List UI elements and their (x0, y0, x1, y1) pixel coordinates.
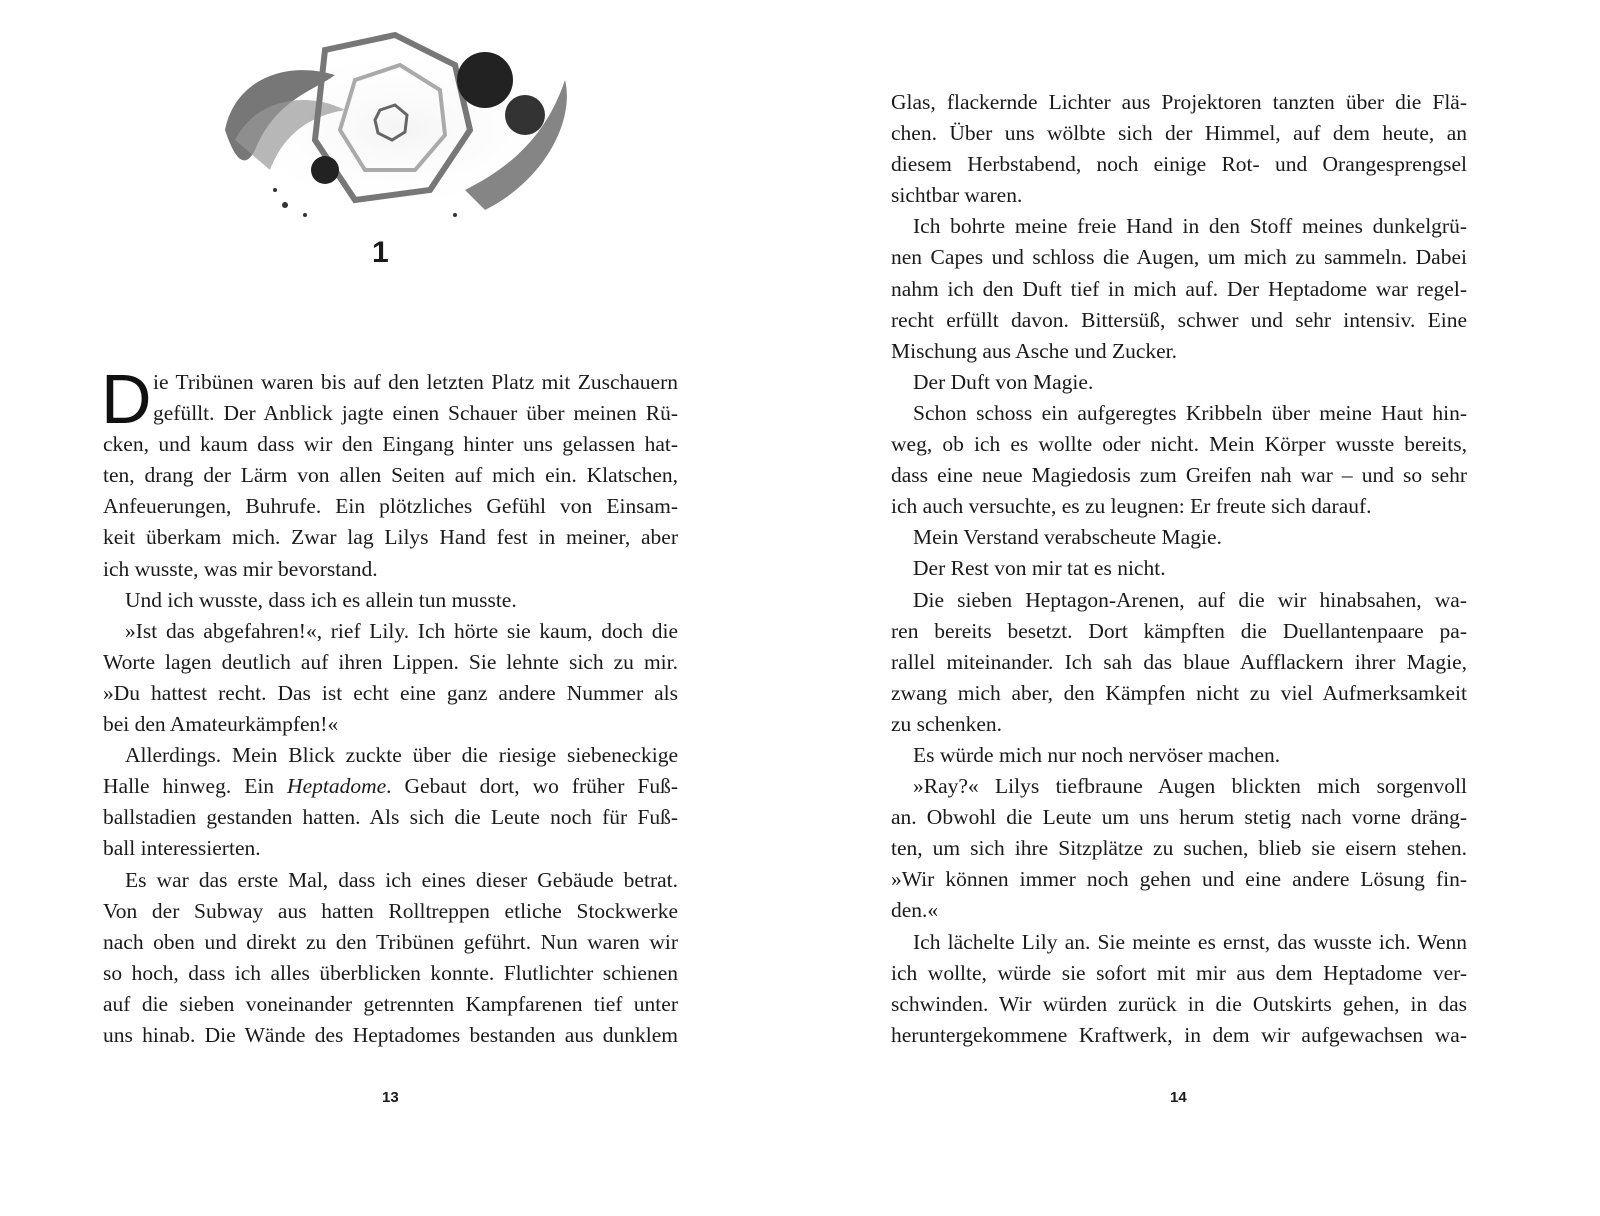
chapter-number: 1 (372, 236, 389, 269)
text-line: Der Duft von Magie. (913, 369, 1094, 394)
text-line: ich wollte, würde sie sofort mit mir aus dem Heptadome ver- (891, 960, 1467, 985)
text-line: ten, um sich ihre Sitzplätze zu suchen, blieb sie eisern stehen. (891, 836, 1467, 861)
text-line: nach oben und direkt zu den Tribünen geführt. Nun waren wir (103, 929, 678, 954)
drop-cap: D (101, 360, 152, 438)
text-line: recht erfüllt davon. Bittersüß, schwer und sehr intensiv. Eine (891, 307, 1467, 332)
text-line: ich wusste, was mir bevorstand. (103, 556, 378, 581)
left-page (0, 0, 790, 1216)
text-line: Von der Subway aus hatten Rolltreppen etliche Stockwerke (103, 898, 678, 923)
text-line: auf die sieben voneinander getrennten Kampfarenen tief unter (103, 991, 678, 1016)
right-page-body-text (891, 87, 1467, 1051)
text-line: nen Capes und schloss die Augen, um mich zu sammeln. Dabei (891, 245, 1467, 270)
text-line: ball interessierten. (103, 836, 261, 861)
text-line: nahm ich den Duft tief in mich auf. Der Heptadome war regel- (891, 276, 1467, 301)
text-line: weg, ob ich es wollte oder nicht. Mein Körper wusste bereits, (891, 432, 1467, 457)
text-line: heruntergekommene Kraftwerk, in dem wir aufgewachsen wa- (891, 1022, 1467, 1047)
text-line: dass eine neue Magiedosis zum Greifen nah war – und so sehr (891, 463, 1467, 488)
text-line: ballstadien gestanden hatten. Als sich die Leute noch für Fuß- (103, 805, 678, 830)
text-line: Und ich wusste, dass ich es allein tun musste. (125, 587, 517, 612)
text-line: Allerdings. Mein Blick zuckte über die riesige siebeneckige (125, 743, 678, 768)
text-line: ten, drang der Lärm von allen Seiten auf mich ein. Klatschen, (103, 463, 678, 488)
text-line: Der Rest von mir tat es nicht. (913, 556, 1166, 581)
text-line: so hoch, dass ich alles überblicken konnte. Flutlichter schienen (103, 960, 678, 985)
text-line: schwinden. Wir würden zurück in die Outskirts gehen, in das (891, 991, 1467, 1016)
text-line: Anfeuerungen, Buhrufe. Ein plötzliches Gefühl von Einsam- (103, 494, 678, 519)
text-line: Glas, flackernde Lichter aus Projektoren tanzten über die Flä- (891, 90, 1467, 114)
text-line: »Du hattest recht. Das ist echt eine ganz andere Nummer als (103, 680, 678, 705)
text-segment: Halle hinweg. Ein (103, 774, 288, 799)
text-line: cken, und kaum dass wir den Eingang hinter uns gelassen hat- (103, 432, 678, 457)
text-line: Ich bohrte meine freie Hand in den Stoff meines dunkelgrü- (913, 214, 1467, 239)
text-line: bei den Amateurkämpfen!« (103, 712, 339, 737)
text-line: zwang mich aber, den Kämpfen nicht zu viel Aufmerksamkeit (891, 680, 1467, 705)
page-number-left: 13 (382, 1089, 399, 1106)
text-line: ie Tribünen waren bis auf den letzten Platz mit Zuschauern (153, 370, 678, 394)
text-line: Die sieben Heptagon-Arenen, auf die wir hinabsahen, wa- (913, 587, 1467, 612)
text-line: uns hinab. Die Wände des Heptadomes bestanden aus dunklem (103, 1022, 678, 1047)
text-line: Es würde mich nur noch nervöser machen. (913, 742, 1281, 767)
text-line: an. Obwohl die Leute um uns herum stetig nach vorne dräng- (891, 805, 1467, 830)
chapter-ornament-illustration (215, 20, 590, 230)
text-segment: . Gebaut dort, wo früher Fuß- (386, 774, 678, 799)
text-line: rallel miteinander. Ich sah das blaue Aufflackern ihrer Magie, (891, 649, 1467, 674)
text-line: ren bereits besetzt. Dort kämpften die Duellantenpaare pa- (891, 618, 1467, 643)
text-line: ich auch versuchte, es zu leugnen: Er freute sich darauf. (891, 494, 1372, 519)
text-line: Es war das erste Mal, dass ich eines dieser Gebäude betrat. (125, 867, 678, 892)
text-line: »Ray?« Lilys tiefbraune Augen blickten mich sorgenvoll (913, 774, 1467, 799)
text-line: Ich lächelte Lily an. Sie meinte es ernst, das wusste ich. Wenn (913, 929, 1467, 954)
text-line: »Wir können immer noch gehen und eine andere Lösung fin- (891, 867, 1467, 892)
text-line: Mein Verstand verabscheute Magie. (913, 525, 1222, 550)
text-line (103, 771, 678, 802)
text-line: den.« (891, 898, 939, 923)
text-line: gefüllt. Der Anblick jagte einen Schauer über meinen Rü- (153, 401, 678, 426)
text-line: chen. Über uns wölbte sich der Himmel, auf dem heute, an (891, 121, 1467, 146)
text-line: Worte lagen deutlich auf ihren Lippen. Sie lehnte sich zu mir. (103, 649, 678, 674)
italic-text: Heptadome (287, 774, 387, 799)
right-page (790, 0, 1600, 1216)
text-line: Mischung aus Asche und Zucker. (891, 338, 1178, 363)
text-line: keit überkam mich. Zwar lag Lilys Hand fest in meiner, aber (103, 525, 678, 550)
text-line: diesem Herbstabend, noch einige Rot- und Orangesprengsel (891, 152, 1467, 177)
text-line: »Ist das abgefahren!«, rief Lily. Ich hörte sie kaum, doch die (125, 618, 678, 643)
text-line: Schon schoss ein aufgeregtes Kribbeln über meine Haut hin- (913, 400, 1467, 425)
page-number-right: 14 (1170, 1089, 1187, 1106)
text-line: zu schenken. (891, 711, 1003, 736)
text-line: sichtbar waren. (891, 183, 1023, 208)
left-page-body-text (101, 360, 678, 1051)
